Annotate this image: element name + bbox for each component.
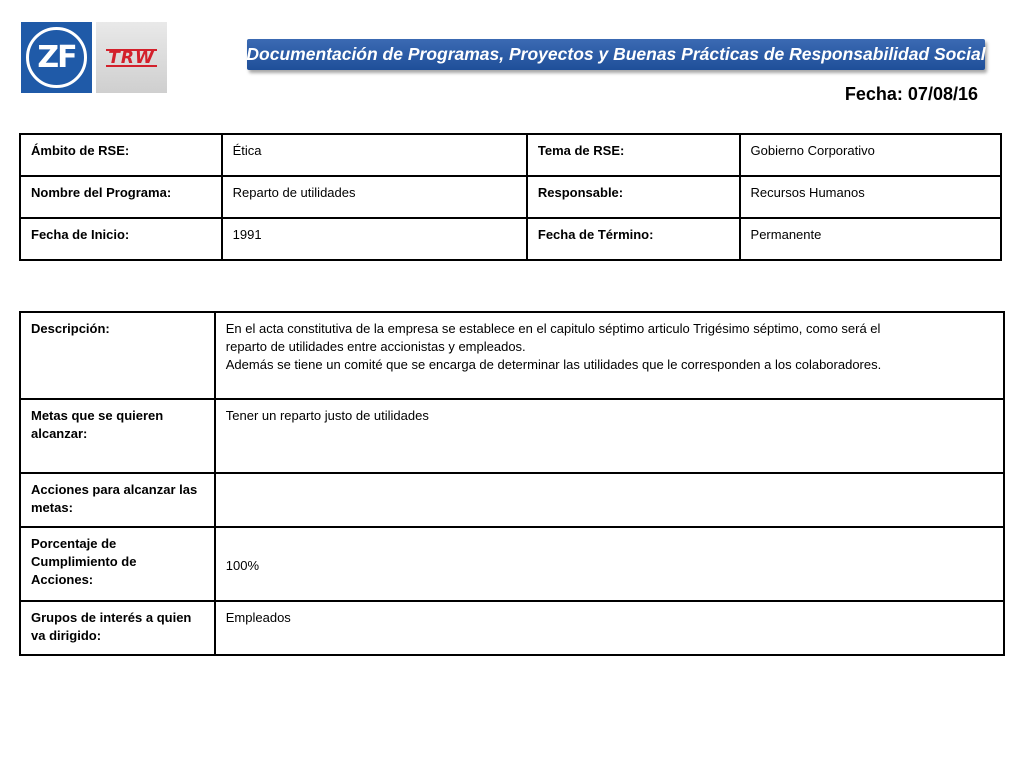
ambito-label: Ámbito de RSE: <box>20 134 222 176</box>
acciones-label <box>20 473 215 527</box>
nombre-programa-value: Reparto de utilidades <box>222 176 527 218</box>
zf-logo <box>21 22 92 93</box>
responsable-label: Responsable: <box>527 176 740 218</box>
metas-label-line: alcanzar: <box>31 426 88 441</box>
grupos-label-line: Grupos de interés a quien <box>31 610 192 625</box>
table-row <box>20 527 1004 601</box>
zf-logo-mark: ZF <box>26 27 87 88</box>
table-row <box>20 134 1001 176</box>
document-date: Fecha: 07/08/16 <box>844 84 978 104</box>
tema-label: Tema de RSE: <box>527 134 740 176</box>
metas-label-line: Metas que se quieren <box>31 408 164 423</box>
porcentaje-label-line: Porcentaje de <box>31 536 117 551</box>
grupos-label <box>20 601 215 655</box>
descripcion-line: reparto de utilidades entre accionistas y empleados. <box>225 339 526 354</box>
table-row <box>20 312 1004 399</box>
descripcion-label: Descripción: <box>20 312 215 399</box>
grupos-value: Empleados <box>215 601 1004 655</box>
acciones-value <box>215 473 1004 527</box>
ambito-value: Ética <box>222 134 527 176</box>
trw-logo <box>96 22 167 93</box>
responsable-value: Recursos Humanos <box>740 176 1001 218</box>
descripcion-value <box>215 312 1004 399</box>
metas-label <box>20 399 215 473</box>
table-row <box>20 601 1004 655</box>
fecha-termino-value: Permanente <box>740 218 1001 260</box>
metas-value: Tener un reparto justo de utilidades <box>215 399 1004 473</box>
document-title-banner: Documentación de Programas, Proyectos y Buenas Prácticas de Responsabilidad Social <box>247 39 985 70</box>
table-row <box>20 473 1004 527</box>
acciones-label-line: metas: <box>31 500 73 515</box>
fecha-termino-label: Fecha de Término: <box>527 218 740 260</box>
table-row <box>20 218 1001 260</box>
porcentaje-value: 100% <box>215 527 1004 601</box>
porcentaje-label-line: Acciones: <box>31 572 94 587</box>
program-detail-table <box>19 311 1005 656</box>
trw-logo-mark: TRW <box>108 47 155 68</box>
table-row <box>20 399 1004 473</box>
acciones-label-line: Acciones para alcanzar las <box>31 482 198 497</box>
nombre-programa-label: Nombre del Programa: <box>20 176 222 218</box>
tema-value: Gobierno Corporativo <box>740 134 1001 176</box>
fecha-inicio-value: 1991 <box>222 218 527 260</box>
program-info-table <box>19 133 1002 261</box>
descripcion-line: En el acta constitutiva de la empresa se establece en el capitulo séptimo articulo Trigésimo séptimo, como será el <box>225 321 881 336</box>
porcentaje-label <box>20 527 215 601</box>
porcentaje-label-line: Cumplimiento de <box>31 554 137 569</box>
descripcion-line: Además se tiene un comité que se encarga de determinar las utilidades que le corresponden a los colaboradores. <box>225 357 882 372</box>
grupos-label-line: va dirigido: <box>31 628 102 643</box>
table-row <box>20 176 1001 218</box>
fecha-inicio-label: Fecha de Inicio: <box>20 218 222 260</box>
